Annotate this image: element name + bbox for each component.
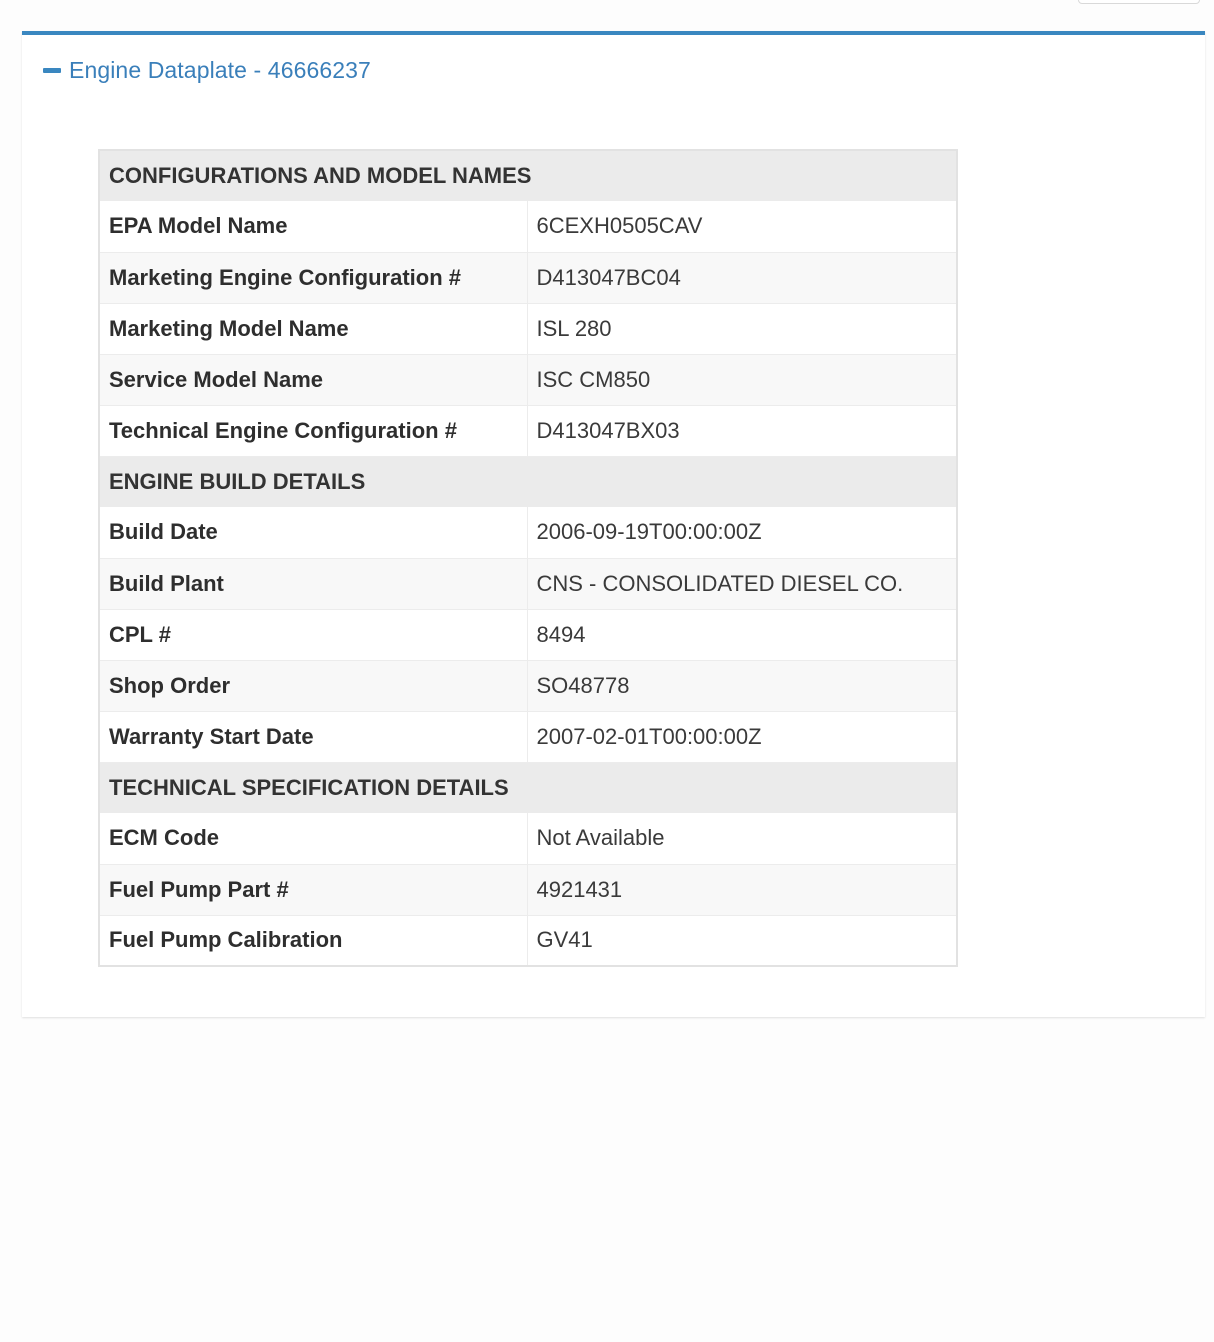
top-right-button[interactable] [1078, 0, 1200, 4]
row-value: ISC CM850 [527, 354, 957, 405]
row-label: ECM Code [99, 813, 527, 864]
row-value: 4921431 [527, 864, 957, 915]
row-label: EPA Model Name [99, 201, 527, 252]
row-label: Warranty Start Date [99, 711, 527, 762]
row-label: Technical Engine Configuration # [99, 405, 527, 456]
row-value: 6CEXH0505CAV [527, 201, 957, 252]
table-row [99, 303, 957, 354]
section-heading: CONFIGURATIONS AND MODEL NAMES [99, 150, 957, 201]
row-label: Build Plant [99, 558, 527, 609]
section-header-row [99, 150, 957, 201]
table-row [99, 660, 957, 711]
panel-header-toggle[interactable] [43, 55, 371, 85]
row-label: Shop Order [99, 660, 527, 711]
row-value: SO48778 [527, 660, 957, 711]
engine-dataplate-panel [22, 31, 1205, 1017]
table-row [99, 813, 957, 864]
row-value: ISL 280 [527, 303, 957, 354]
row-label: Fuel Pump Calibration [99, 915, 527, 966]
row-label: Build Date [99, 507, 527, 558]
row-value: CNS - CONSOLIDATED DIESEL CO. [527, 558, 957, 609]
minus-icon[interactable] [43, 68, 61, 73]
row-label: Marketing Model Name [99, 303, 527, 354]
table-row [99, 507, 957, 558]
section-header-row [99, 456, 957, 507]
section-heading: ENGINE BUILD DETAILS [99, 456, 957, 507]
row-label: Marketing Engine Configuration # [99, 252, 527, 303]
row-label: CPL # [99, 609, 527, 660]
table-row [99, 711, 957, 762]
table-row [99, 201, 957, 252]
section-header-row [99, 762, 957, 813]
table-row [99, 405, 957, 456]
panel-title[interactable]: Engine Dataplate - 46666237 [69, 56, 371, 83]
table-row [99, 915, 957, 966]
row-value: 8494 [527, 609, 957, 660]
row-value: D413047BC04 [527, 252, 957, 303]
row-value: 2007-02-01T00:00:00Z [527, 711, 957, 762]
row-label: Service Model Name [99, 354, 527, 405]
table-row [99, 354, 957, 405]
row-value: Not Available [527, 813, 957, 864]
row-value: GV41 [527, 915, 957, 966]
row-value: D413047BX03 [527, 405, 957, 456]
table-row [99, 864, 957, 915]
section-heading: TECHNICAL SPECIFICATION DETAILS [99, 762, 957, 813]
row-label: Fuel Pump Part # [99, 864, 527, 915]
dataplate-table [98, 149, 958, 967]
row-value: 2006-09-19T00:00:00Z [527, 507, 957, 558]
table-row [99, 609, 957, 660]
table-row [99, 558, 957, 609]
table-row [99, 252, 957, 303]
